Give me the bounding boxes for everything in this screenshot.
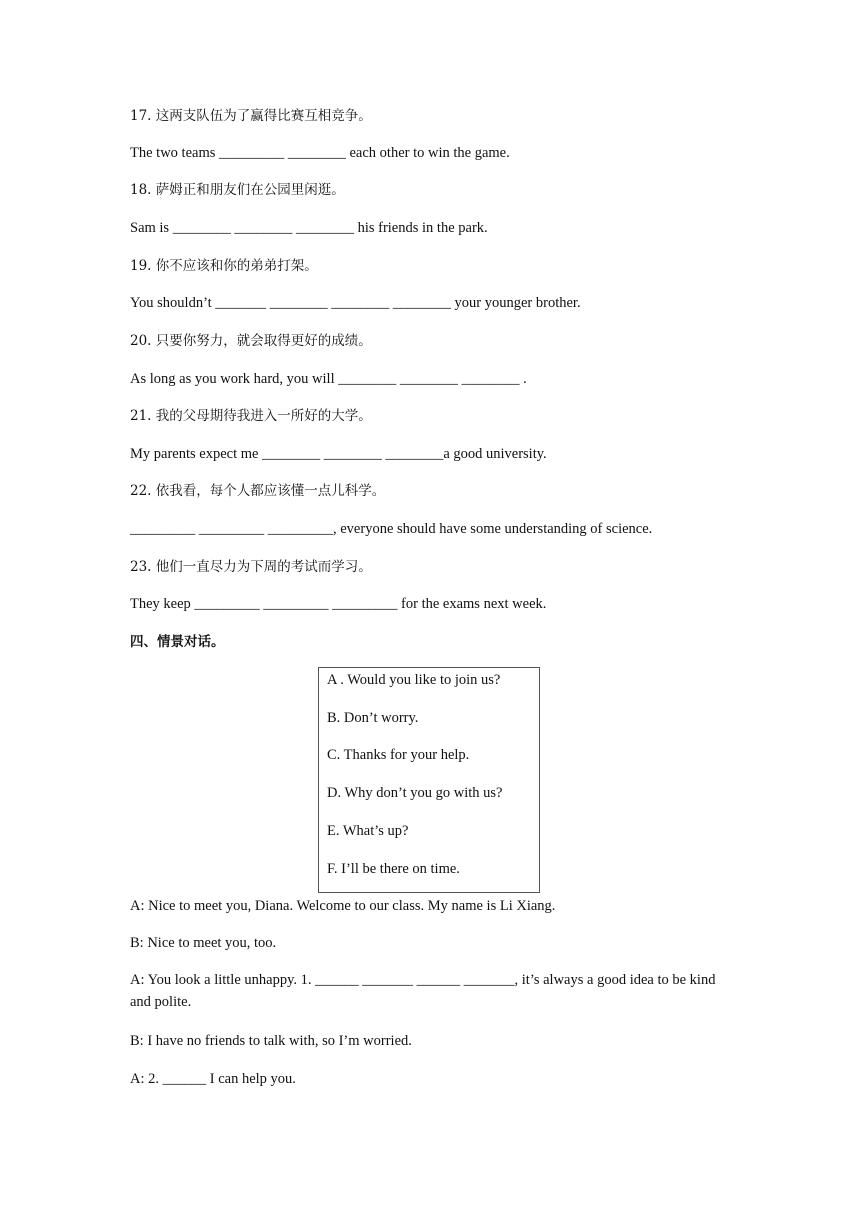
dialogue-line-1: A: Nice to meet you, Diana. Welcome to our class. My name is Li Xiang. <box>130 898 556 914</box>
exercise-23-english: They keep _________ _________ _________ for the exams next week. <box>130 596 547 612</box>
exercise-21-chinese: 21. 我的父母期待我进入一所好的大学。 <box>130 408 372 424</box>
option-d: D. Why don’t you go with us? <box>327 785 503 801</box>
dialogue-line-4: B: I have no friends to talk with, so I’m worried. <box>130 1033 412 1049</box>
exercise-21-english: My parents expect me ________ ________ ________a good university. <box>130 446 547 462</box>
exercise-23-chinese: 23. 他们一直尽力为下周的考试而学习。 <box>130 559 372 575</box>
exercise-18-chinese: 18. 萨姆正和朋友们在公园里闲逛。 <box>130 182 345 198</box>
exercise-20-english: As long as you work hard, you will ________ ________ ________ . <box>130 371 527 387</box>
options-box <box>318 667 540 893</box>
dialogue-line-2: B: Nice to meet you, too. <box>130 935 277 951</box>
exercise-18-english: Sam is ________ ________ ________ his friends in the park. <box>130 220 488 236</box>
exercise-22-chinese: 22. 依我看，每个人都应该懂一点儿科学。 <box>130 483 386 499</box>
exercise-19-chinese: 19. 你不应该和你的弟弟打架。 <box>130 258 318 274</box>
option-a: A . Would you like to join us? <box>327 672 501 688</box>
exercise-17-english: The two teams _________ ________ each other to win the game. <box>130 145 510 161</box>
exercise-17-chinese: 17. 这两支队伍为了赢得比赛互相竞争。 <box>130 108 372 124</box>
option-c: C. Thanks for your help. <box>327 747 470 763</box>
section-heading: 四、情景对话。 <box>130 634 225 650</box>
option-f: F. I’ll be there on time. <box>327 861 460 877</box>
exercise-20-chinese: 20. 只要你努力，就会取得更好的成绩。 <box>130 333 372 349</box>
option-b: B. Don’t worry. <box>327 710 419 726</box>
exercise-19-english: You shouldn’t _______ ________ ________ ________ your younger brother. <box>130 295 581 311</box>
option-e: E. What’s up? <box>327 823 409 839</box>
dialogue-line-3: A: You look a little unhappy. 1. ______ _______ ______ _______, it’s always a good idea to be kind and polite. <box>130 972 716 1010</box>
dialogue-line-5: A: 2. ______ I can help you. <box>130 1071 296 1087</box>
exercise-22-english: _________ _________ _________, everyone should have some understanding of science. <box>130 521 653 537</box>
